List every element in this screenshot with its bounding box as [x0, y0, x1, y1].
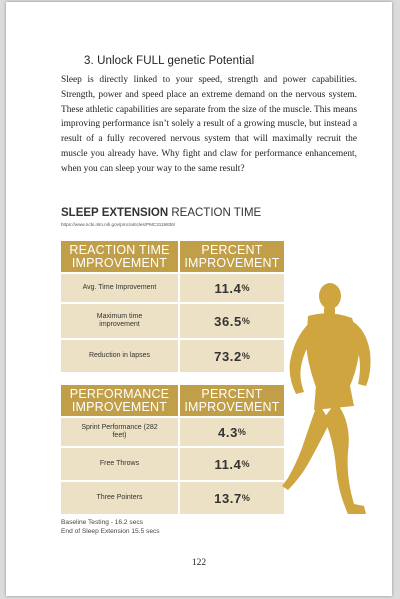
value-number: 11.4	[214, 280, 242, 296]
value-unit: %	[237, 427, 246, 437]
value-number: 4.3	[218, 424, 238, 440]
row-label-text: Sprint Performance (282 feet)	[81, 424, 158, 439]
runner-silhouette-icon	[278, 282, 378, 522]
table2-header-left: PERFORMANCE IMPROVEMENT	[61, 385, 178, 416]
body-paragraph: Sleep is directly linked to your speed, strength and power capabilities. Strength, power and speed place an extreme demand on the nervous system. These athletic capabilities are separate from the size of the muscle. This means improving performance isn’t solely a result of a growing muscle, but instead a result of a fully recovered nervous system that will maximally recruit the muscle you already have. Why fight and claw for performance enhancement, when you can sleep your way to the same result?	[61, 75, 357, 174]
book-page	[6, 2, 392, 596]
row-label-text: Maximum time improvement	[96, 313, 143, 328]
value-unit: %	[241, 459, 250, 469]
page-number: 122	[191, 558, 207, 568]
value-unit: %	[241, 493, 250, 503]
table1-row1-label: Avg. Time Improvement	[61, 274, 178, 302]
table1-row2-label	[61, 304, 178, 338]
section-heading: 3. Unlock FULL genetic Potential	[84, 55, 255, 67]
table2-row3-value	[180, 482, 284, 514]
figure-title	[61, 207, 261, 219]
value-unit: %	[241, 351, 250, 361]
end-note: End of Sleep Extension 15.5 secs	[61, 528, 160, 535]
figure-title-bold: SLEEP EXTENSION	[61, 207, 169, 219]
value-unit: %	[241, 316, 250, 326]
table1-row3-value	[180, 340, 284, 372]
value-number: 36.5	[214, 313, 242, 329]
table1-header-left: REACTION TIME IMPROVEMENT	[61, 241, 178, 272]
baseline-note: Baseline Testing - 16.2 secs	[61, 519, 143, 526]
figure-source-url: https://www.ncbi.nlm.nih.gov/pmc/articles/PMC3119836/	[61, 222, 176, 227]
table1-row3-label: Reduction in lapses	[61, 340, 178, 372]
table1-header-right: PERCENT IMPROVEMENT	[180, 241, 284, 272]
value-number: 11.4	[214, 456, 242, 472]
table2-row3-label: Three Pointers	[61, 482, 178, 514]
table2-row1-label	[61, 418, 178, 446]
value-number: 13.7	[214, 490, 242, 506]
figure-title-rest: REACTION TIME	[168, 207, 262, 219]
table1-row1-value	[180, 274, 284, 302]
table2-row2-value	[180, 448, 284, 480]
table2-header-right: PERCENT IMPROVEMENT	[180, 385, 284, 416]
table1-row2-value	[180, 304, 284, 338]
value-unit: %	[241, 283, 250, 293]
table2-row1-value	[180, 418, 284, 446]
value-number: 73.2	[214, 348, 242, 364]
table2-row2-label: Free Throws	[61, 448, 178, 480]
